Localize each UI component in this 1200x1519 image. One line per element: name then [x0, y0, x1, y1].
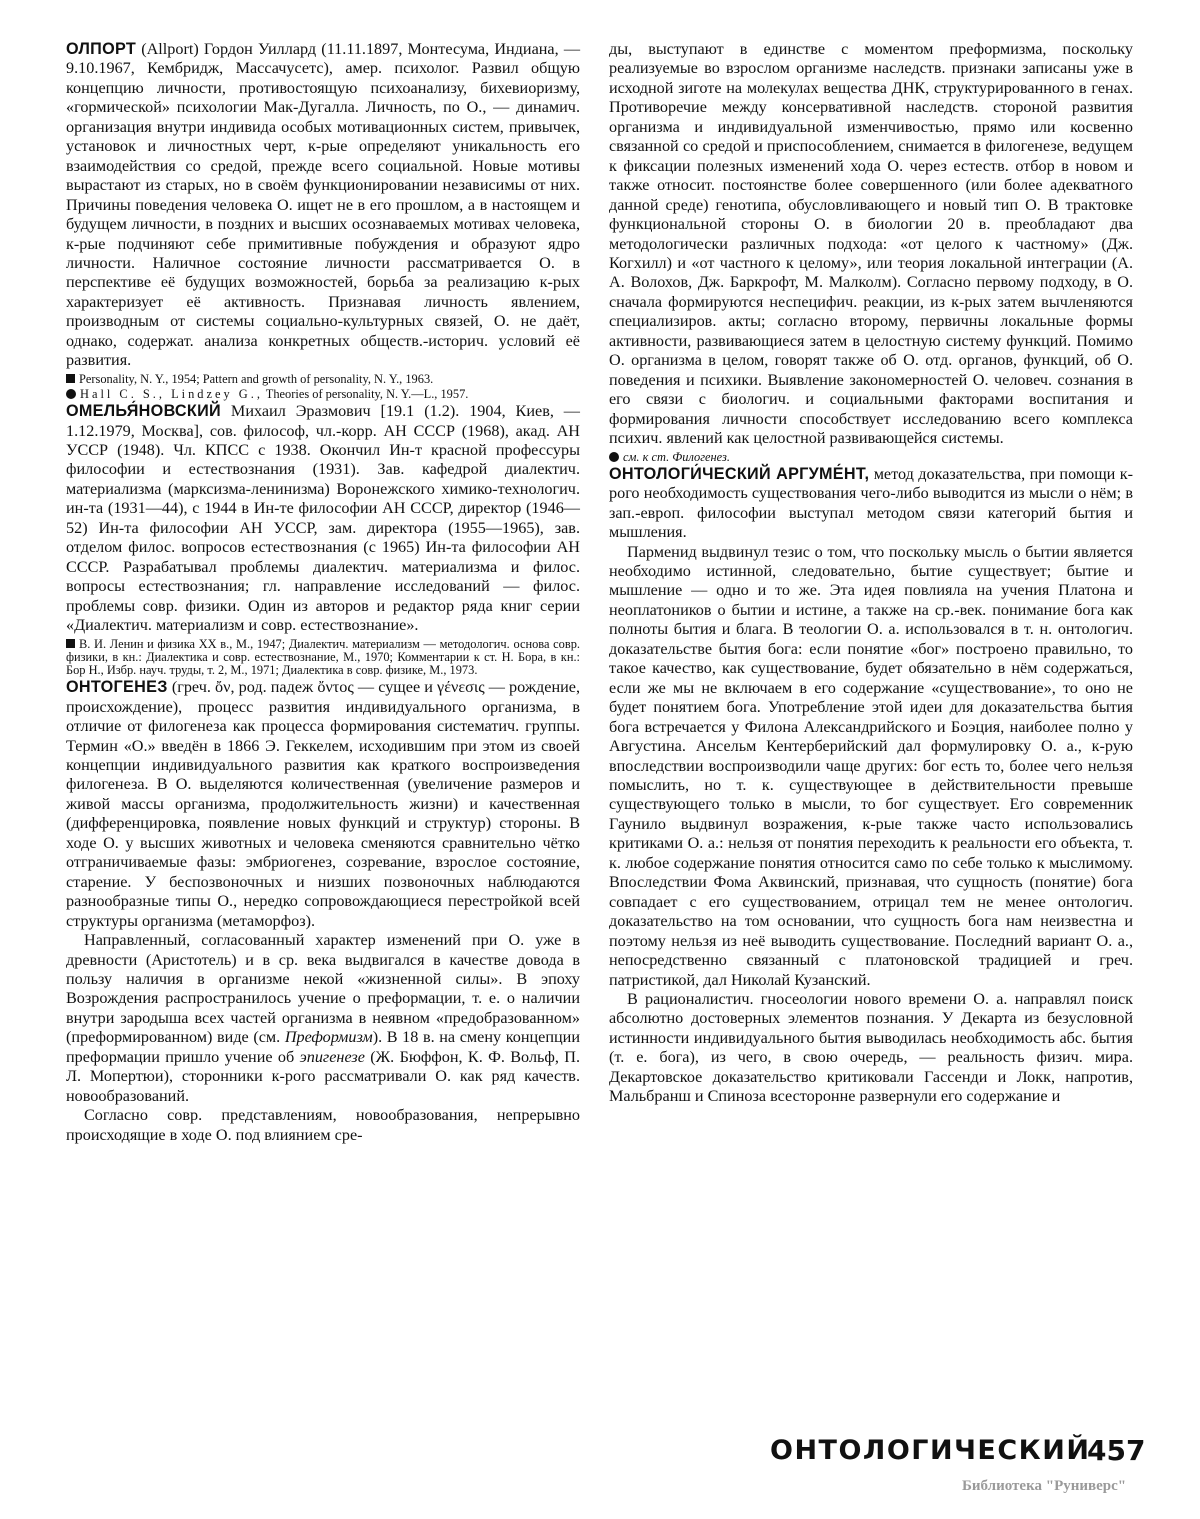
- literature-item: В. И. Ленин и физика XX в., М., 1947; Диалектич. материализм — методологич. основа совр. физики, в кн.: Диалектика и совр. естествознание, М., 1970; Комментарии к ст. Н. Бора, в кн.: Бор Н., Избр. науч. труды, т. 2, М., 1971; Диалектика в совр. физике, М., 1973.: [66, 636, 580, 677]
- paragraph: [66, 1106, 580, 1145]
- literature-list: [66, 388, 580, 401]
- right-column: [609, 40, 1133, 1107]
- entry-headword: ОНТОЛОГИ́ЧЕСКИЙ АРГУМЕ́НТ,: [609, 464, 870, 483]
- literature-bullet-icon: [609, 452, 619, 462]
- watermark: Библиотека "Руниверс": [962, 1478, 1127, 1494]
- paragraph-text: (Ж. Бюффон, К. Ф. Вольф, П. Л. Мопертюи), сторонники к-рого рассматривали О. как ряд качеств. новообразований.: [66, 1047, 581, 1105]
- page-number: 457: [1087, 1434, 1146, 1467]
- literature-square-icon: [66, 374, 75, 383]
- cross-reference-link[interactable]: см. к ст. Филогенез.: [623, 449, 730, 464]
- entry-headword: ОМЕЛЬЯ́НОВСКИЙ: [66, 402, 221, 421]
- running-head: ОНТОЛОГИЧЕСКИЙ: [770, 1435, 1091, 1466]
- cross-reference-link[interactable]: эпигенезе: [299, 1047, 365, 1066]
- paragraph: [609, 990, 1133, 1107]
- entry-allport: [66, 40, 580, 371]
- entry-ontogenesis: [66, 678, 580, 931]
- left-column: [66, 40, 580, 1145]
- entry-ontological-argument: [609, 465, 1133, 543]
- literature-list: [66, 373, 580, 386]
- entry-omelyanovsky: [66, 402, 580, 635]
- paragraph-text: Парменид выдвинул тезис о том, что поскольку мысль о бытии является необходимо истинной, следовательно, бытие существует; бытие и мышление — одно и то же. Эта идея повлияла на учения Платона и неоплатоников о бытии и истине, а также на ср.-век. понимание бога как полноты бытия и блага. В теологии О. а. использовался в т. н. онтологич. доказательстве бытия бога: если понятие «бог» построено правильно, то такое качество, как существование, будет обязательно в нём содержаться, если же мы не включаем в его содержание «существование», то оно не будет понятием бога. Употребление этой идеи для доказательства бытия бога встречается у Филона Александрийского и Боэция, наиболее полно у Августина. Ансельм Кентерберийский дал формулировку О. а., к-рую впоследствии воспроизводили чаще других: бог есть то, более чего нельзя помыслить, но т. к. существующее в действительности превыше существующего только в мысли, то бог существует. Его современник Гаунило выдвинул возражения, к-рые также часто использовались критиками О. а.: нельзя от понятия переходить к реальности его объекта, т. к. любое содержание понятия относится само по себе только к мыслимому. Впоследствии Фома Аквинский, признавая, что сущность (понятие) бога совпадает с его существованием, отрицал тем не менее онтологич. доказательство на том основании, что сущность бога нам неизвестна и поэтому нельзя из неё выводить существование. Последний вариант О. а., непосредственно связанный с платоновской традицией и греч. патристикой, дал Николай Кузанский.: [609, 542, 1133, 989]
- entry-text: (греч. ὄν, род. падеж ὄντος — сущее и γένεσις — рождение, происхождение), процесс развития индивидуального организма, в отличие от филогенеза как процесса формирования систематич. группы. Термин «О.» введён в 1866 Э. Геккелем, исходившим при этом из своей концепции индивидуального развития как краткого воспроизведения филогенеза. В О. выделяются количественная (увеличение размеров и живой массы организма, продолжительность жизни) и качественная (дифференцировка, появление новых функций и структур) стороны. В ходе О. у высших животных и человека сменяются сравнительно чётко отграничиваемые фазы: эмбриогенез, созревание, взрослое состояние, старение. У беспозвоночных и низших позвоночных наблюдаются разнообразные типы О., нередко сопровождающиеся перестройкой всей структуры организма (метаморфоз).: [66, 678, 581, 930]
- literature-item: Personality, N. Y., 1954; Pattern and growth of personality, N. Y., 1963.: [79, 371, 434, 386]
- literature-item: Theories of personality, N. Y.—L., 1957.: [265, 386, 469, 401]
- entry-text: (Allport) Гордон Уиллард (11.11.1897, Монтесума, Индиана, — 9.10.1967, Кембридж, Массачусетс), амер. психолог. Развил общую концепцию личности, противостоящую психоанализу, бихевиоризму, «гормической» психологии Мак-Дугалла. Личность, по О., — динамич. организация внутри индивида особых мотивационных систем, привычек, установок и личностных черт, к-рые определяют уникальность его взаимодействия со средой, прежде всего социальной. Новые мотивы вырастают из старых, но в своём функционировании независимы от них. Причины поведения человека О. ищет не в его прошлом, а в настоящем и будущем личности, в поздних и высших осознаваемых мотивах человека, к-рые подчиняют себе примитивные побуждения и образуют ядро личности. Наличное состояние личности рассматривается О. в перспективе её будущих возможностей, борьба за реализацию к-рых характеризует её активность. Признавая личность явлением, производным от системы социально-культурных связей, О. не даёт, однако, содержат. анализа конкретных обществ.-историч. условий её развития.: [66, 40, 581, 370]
- paragraph: [609, 40, 1133, 449]
- literature-list: [66, 638, 580, 678]
- entry-headword: ОЛПОРТ: [66, 40, 137, 58]
- paragraph-text: ). В 18 в. на смену концепции преформации пришло учение об: [66, 1028, 580, 1066]
- literature-bullet-icon: [66, 389, 76, 399]
- paragraph-text: Согласно совр. представлениям, новообразования, непрерывно происходящие в ходе О. под влиянием сре-: [66, 1106, 580, 1144]
- entry-text: метод доказательства, при помощи к-рого необходимость существования чего-либо выводится из мысли о нём; в зап.-европ. философии выступал методом связи категорий бытия и мышления.: [609, 464, 1134, 542]
- paragraph-text: Направленный, согласованный характер изменений при О. уже в древности (Аристотель) и в ср. века выдвигался в качестве довода в пользу наличия в организме некой «жизненной силы». В эпоху Возрождения распространилось учение о преформации, т. е. о наличии внутри зародыша всех частей организма в неявном «предобразованном» (преформированном) виде (см.: [66, 931, 580, 1047]
- literature-square-icon: [66, 639, 75, 648]
- see-also: [609, 451, 1133, 464]
- literature-authors: Hall C. S., Lindzey G.,: [80, 386, 263, 401]
- paragraph: [66, 931, 580, 1106]
- entry-headword: ОНТОГЕНЕЗ: [66, 678, 168, 697]
- paragraph: [609, 543, 1133, 990]
- paragraph-text: ды, выступают в единстве с моментом преформизма, поскольку реализуемые во взрослом организме наследств. признаки записаны уже в исходной зиготе на молекулах вещества ДНК, структурированного в генах. Противоречие между консервативной наследств. стороной развития организма и индивидуальной изменчивостью, прямо или косвенно связанной со средой и приспособлением, снимается в филогенезе, ведущем к фиксации полезных изменений хода О. через естеств. отбор в новом и также относит. постоянстве более совершенного (или более адекватного данной среде) генотипа, обусловливающего и новый тип О. В трактовке функциональной стороны О. в биологии 20 в. преобладают два методологически различных подхода: «от целого к частному» (Дж. Когхилл) и «от частного к целому», или теория локальной интеграции (А. А. Волохов, Дж. Баркрофт, М. Малколм). Согласно первому подходу, в О. сначала формируются неспецифич. реакции, из к-рых затем вычленяются специализиров. акты; согласно второму, первичны локальные формы активности, развивающиеся затем в целостную систему функций. Помимо О. организма в целом, говорят также об О. отд. органов, функций, об О. поведения и психики. Выявление закономерностей О. человеч. сознания в его связи с биологич. и социальными факторами воспитания и формирования личности способствует исследованию всего комплекса психич. явлений как целостной развивающейся системы.: [609, 40, 1133, 448]
- paragraph-text: В рационалистич. гносеологии нового времени О. а. направлял поиск абсолютно достоверных элементов познания. У Декарта из безусловной истинности индивидуального бытия выводилась необходимость абс. бытия (т. е. бога), из чего, в свою очередь, — реальность физич. мира. Декартовское доказательство критиковали Гассенди и Локк, напротив, Мальбранш и Спиноза всесторонне развернули его содержание и: [609, 989, 1133, 1106]
- entry-text: Михаил Эразмович [19.1 (1.2). 1904, Киев, — 1.12.1979, Москва], сов. философ, чл.-корр. АН СССР (1968), акад. АН УССР (1948). Чл. КПСС с 1938. Окончил Ин-т красной профессуры философии и естествознания (1931). Зав. кафедрой диалектич. материализма (марксизма-ленинизма) Воронежского химико-технологич. ин-та (1931—44), с 1944 в Ин-те философии АН СССР, директор (1946—52) Ин-та философии АН УССР, зам. директора (1955—1965), зав. отделом филос. вопросов естествознания (с 1965) Ин-та философии АН СССР. Разрабатывал проблемы диалектич. материализма и филос. вопросы естествознания; гл. направление исследований — филос. проблемы совр. физики. Один из авторов и редактор ряда книг серии «Диалектич. материализм и совр. естествознание».: [66, 402, 580, 635]
- cross-reference-link[interactable]: Преформизм: [284, 1028, 373, 1047]
